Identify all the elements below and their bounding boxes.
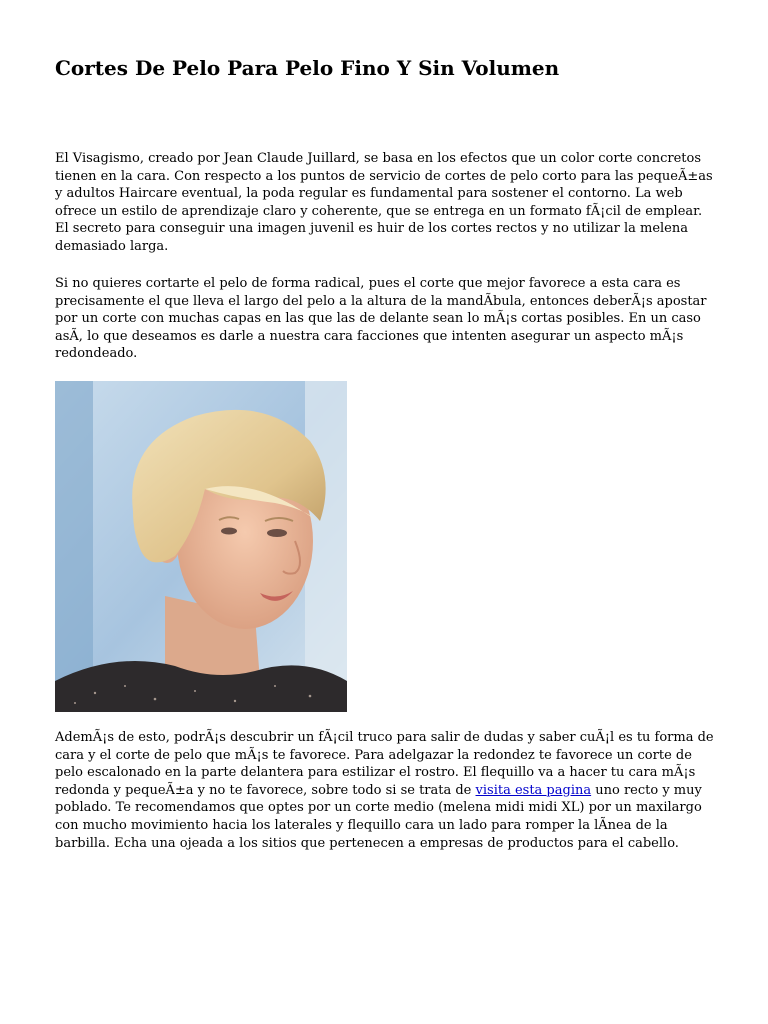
visita-esta-pagina-link[interactable]: visita esta pagina bbox=[475, 782, 592, 798]
portrait-illustration bbox=[55, 381, 347, 712]
paragraph-3-text-before: AdemÃ¡s de esto, podrÃ¡s descubrir un fÃ¡cil truco para salir de dudas y saber cuÃ¡l es tu forma de cara y el corte de pelo que mÃ¡s te favorece. Para adelgazar la redondez te favorece un corte de pelo escalonado en la parte delantera para estilizar el rostro. El flequillo va a hacer tu cara mÃ¡s redonda y pequeÃ±a y no te favorece, sobre todo si se trata de bbox=[55, 730, 714, 798]
paragraph-3-text-after: uno recto y muy poblado. Te recomendamos que optes por un corte medio (melena midi midi XL) por un maxilargo con mucho movimiento hacia los laterales y flequillo cara un lado para romper la lÃnea de la barbilla. Echa una ojeada a los sitios que pertenecen a empresas de productos para el cabello. bbox=[55, 782, 702, 851]
paragraph-1: El Visagismo, creado por Jean Claude Juillard, se basa en los efectos que un color corte concretos tienen en la cara. Con respecto a los puntos de servicio de cortes de pelo corto para las pequeÃ±as y adultos Haircare eventual, la poda regular es fundamental para sostener el contorno. La web ofrece un estilo de aprendizaje claro y coherente, que se entrega en un formato fÃ¡cil de emplear. El secreto para conseguir una imagen juvenil es huir de los cortes rectos y no utilizar la melena demasiado larga. bbox=[55, 151, 713, 254]
paragraph-3 bbox=[55, 729, 717, 852]
paragraph-2: Si no quieres cortarte el pelo de forma radical, pues el corte que mejor favorece a esta cara es precisamente el que lleva el largo del pelo a la altura de la mandÃbula, entonces deberÃ¡s apostar por un corte con muchas capas en las que las de delante sean lo mÃ¡s cortas posibles. En un caso asÃ, lo que deseamos es darle a nuestra cara facciones que intenten asegurar un aspecto mÃ¡s redondeado. bbox=[55, 276, 707, 362]
short-hair-portrait-photo bbox=[55, 381, 347, 712]
page-title: Cortes De Pelo Para Pelo Fino Y Sin Volumen bbox=[55, 56, 560, 80]
